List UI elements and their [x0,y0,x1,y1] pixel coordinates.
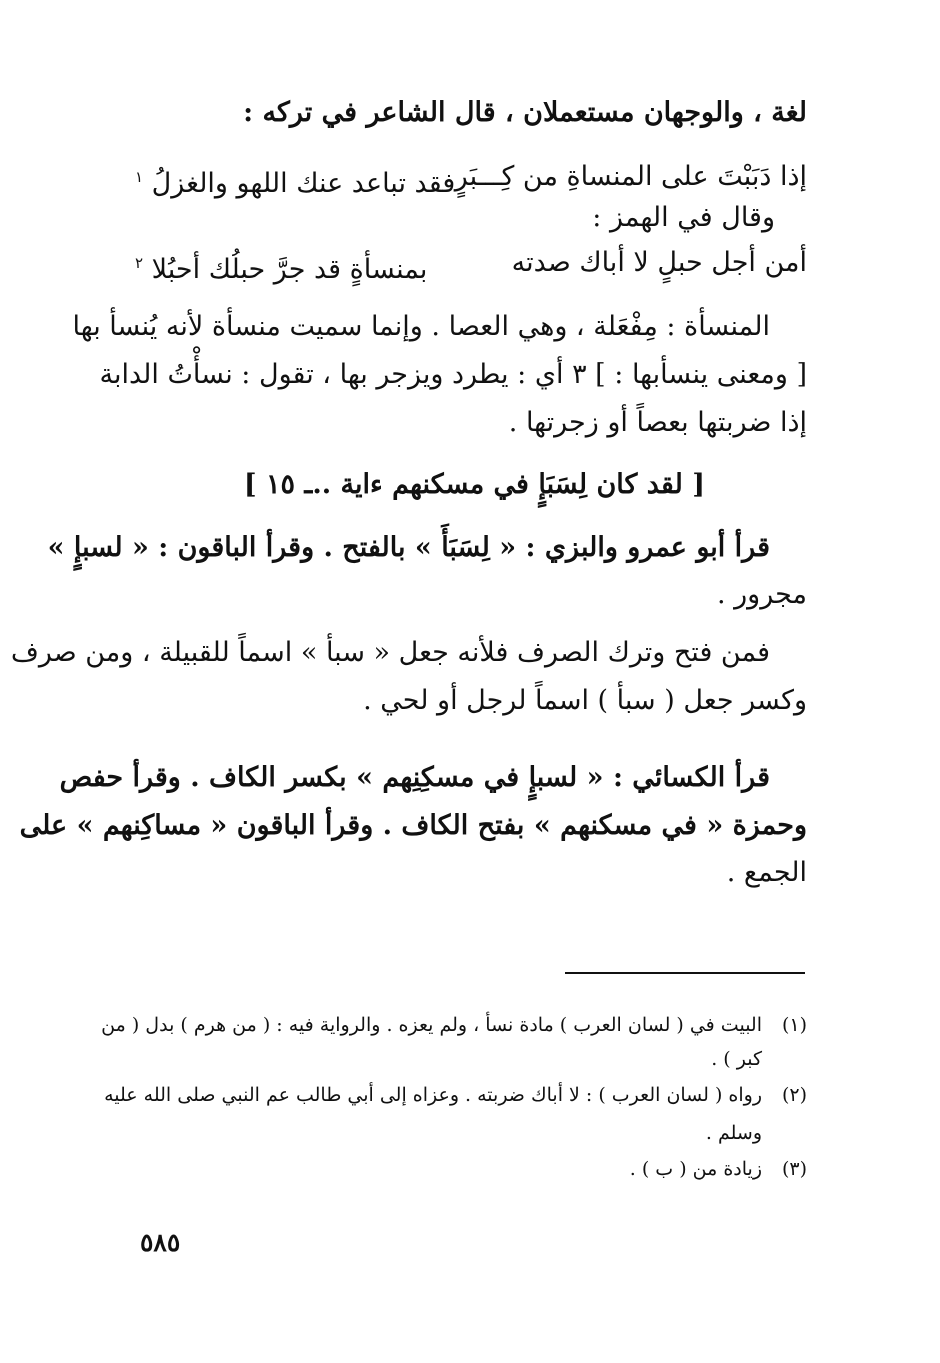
footnote-1-cont: كبر ) . [711,1048,762,1070]
definition-line-3: إذا ضربتها بعصاً أو زجرتها . [508,407,807,438]
verse-heading: [ لقد كان لِسَبَإٍ في مسكنهم ءاية ..ـ ١٥ ] [243,469,705,500]
reading-1-line-2: مجرور . [716,579,807,610]
footnote-2-text: رواه ( لسان العرب ) : لا أباك ضربته . وعزاه إلى أبي طالب عم النبي صلى الله عليه [104,1084,762,1106]
footnote-separator [565,972,805,974]
footnote-1 [101,1010,807,1040]
footnote-mark-2: ٢ [135,254,144,272]
definition-line-1: المنسأة : مِفْعَلة ، وهي العصا . وإنما سميت منسأة لأنه يُنسأ بها [72,311,770,342]
verse-2-hemi-1-text: أمن أجل حبلٍ لا أباك صدته [511,247,807,278]
reading-1-line-1: قرأ أبو عمرو والبزي : « لِسَبَأَ » بالفتح . وقرأ الباقون : « لسبإٍ » [47,532,770,563]
reading-2-line-2: وحمزة « في مسكنهم » بفتح الكاف . وقرأ الباقون « مساكِنهم » على [19,810,807,841]
reading-2-line-1: قرأ الكسائي : « لسبإٍ في مسكِنِهم » بكسر الكاف . وقرأ حفص [59,762,770,793]
verse-2-hemistich-2 [135,243,427,290]
footnote-3 [135,1154,807,1184]
footnote-2 [104,1080,807,1110]
footnote-3-text: زيادة من ( ب ) . [629,1158,762,1180]
verse-1-hemi-1-text: إذا دَبَبْتَ على المنساةِ من كِـــبَرٍ [454,161,807,192]
footnote-mark-1: ١ [135,168,144,186]
verse-2-hemi-2-text: بمنسأةٍ قد جرَّ حبلُك أحبُلا [151,254,428,285]
footnote-1-number: (١) [781,1014,807,1036]
page-number: ٥٨٥ [140,1228,181,1257]
verse-2 [135,243,807,283]
verse-1-hemistich-2 [135,157,455,204]
reading-2-line-3: الجمع . [726,857,807,888]
footnote-2-cont: وسلم . [705,1122,762,1144]
verse-1 [135,157,807,197]
explanation-line-1: فمن فتح وترك الصرف فلأنه جعل « سبأ » اسماً للقبيلة ، ومن صرف [10,637,770,668]
footnote-3-number: (٣) [781,1158,807,1180]
intro-line: لغة ، والوجهان مستعملان ، قال الشاعر في تركه : [243,97,807,128]
verse-2-hemistich-1 [512,243,807,283]
footnote-1-text: البيت في ( لسان العرب ) مادة نسأ ، ولم يعزه . والرواية فيه : ( من هرم ) بدل ( من [101,1014,762,1036]
verse-1-hemi-2-text: فقد تباعد عنك اللهو والغزلُ [151,168,456,199]
verse-1-hemistich-1 [455,157,807,197]
explanation-line-2: وكسر جعل ( سبأ ) اسماً لرجل أو لحي . [363,685,807,716]
footnote-2-number: (٢) [781,1084,807,1106]
hamz-label: وقال في الهمز : [592,202,775,233]
definition-line-2: [ ومعنى ينسأبها : ] ٣ أي : يطرد ويزجر بها ، تقول : نسأْتُ الدابة [99,359,807,390]
